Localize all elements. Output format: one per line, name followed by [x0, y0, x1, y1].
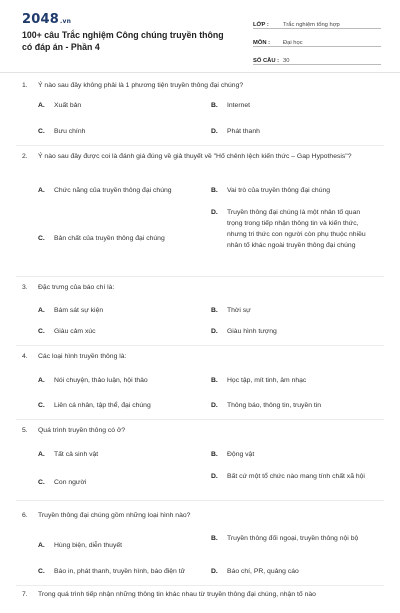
option-text: Bất cứ một tổ chức nào mang tính chất xã hội — [227, 473, 365, 480]
option-letter: C. — [38, 328, 45, 335]
meta-value: Trắc nghiệm tổng hợp — [283, 22, 340, 28]
option-text: Chức năng của truyền thông đại chúng — [54, 187, 172, 194]
question-separator — [16, 276, 384, 277]
option-text: Truyền thông đối ngoại, truyền thông nội bộ — [227, 535, 359, 542]
option-text: Internet — [227, 102, 251, 109]
question-text-6 — [22, 510, 382, 534]
question-number: 7. — [22, 591, 28, 598]
option-text: Thời sự — [227, 307, 251, 314]
question-separator — [16, 345, 384, 346]
option-letter: A. — [38, 377, 45, 384]
option-letter: D. — [211, 209, 218, 216]
option-letter: B. — [211, 307, 218, 314]
question-separator — [16, 145, 384, 146]
question-number: 3. — [22, 284, 28, 291]
option-letter: B. — [211, 187, 218, 194]
option-text: Nói chuyện, thảo luận, hội thảo — [54, 377, 148, 384]
logo-text: 2048 — [22, 12, 59, 27]
option-letter: A. — [38, 307, 45, 314]
page-title: 100+ câu Trắc nghiệm Công chúng truyền thông có đáp án - Phần 4 — [22, 30, 224, 52]
question-label: Ý nào sau đây được coi là đánh giá đúng về giả thuyết về "Hố chênh lệch kiến thức – Gap Hypothesis"? — [38, 153, 352, 160]
option-letter: D. — [211, 568, 218, 575]
option-text: Hùng biện, diễn thuyết — [54, 542, 123, 549]
question-separator — [16, 585, 384, 586]
question-text-5 — [22, 425, 382, 449]
option-text: Bản chất của truyền thông đại chúng — [54, 235, 165, 242]
option-letter: B. — [211, 377, 218, 384]
meta-label: MÔN : — [253, 40, 271, 46]
question-separator — [16, 500, 384, 501]
meta-value: Đại học — [283, 40, 303, 46]
option-letter: B. — [211, 535, 218, 542]
option-letter: C. — [38, 479, 45, 486]
option-text: Bám sát sự kiện — [54, 307, 104, 314]
question-text-3 — [22, 282, 382, 306]
option-letter: A. — [38, 187, 45, 194]
option-letter: C. — [38, 402, 45, 409]
option-letter: C. — [38, 568, 45, 575]
option-letter: D. — [211, 328, 218, 335]
question-label: Đặc trưng của báo chí là: — [38, 284, 115, 291]
question-label: Quá trình truyền thông có ở? — [38, 427, 126, 434]
option-letter: B. — [211, 102, 218, 109]
question-label: Truyền thông đại chúng gồm những loại hình nào? — [38, 512, 191, 519]
question-text-4 — [22, 351, 382, 375]
option-text: Báo in, phát thanh, truyền hình, báo điện tử — [54, 568, 186, 575]
question-number: 1. — [22, 82, 28, 89]
option-text: Giàu cảm xúc — [54, 328, 96, 335]
question-label: Trong quá trình tiếp nhận những thông tin khác nhau từ truyền thông đại chúng, nhận tố nào — [38, 591, 316, 598]
meta-label: SỐ CÂU : — [253, 58, 280, 64]
option-letter: D. — [211, 402, 218, 409]
option-text: Báo chí, PR, quảng cáo — [227, 568, 299, 575]
question-number: 6. — [22, 512, 28, 519]
option-text: Xuất bản — [54, 102, 82, 109]
option-letter: A. — [38, 102, 45, 109]
option-text: Vai trò của truyền thông đại chúng — [227, 187, 331, 194]
option-letter: A. — [38, 542, 45, 549]
option-letter: D. — [211, 128, 218, 135]
option-text: Tất cả sinh vật — [54, 451, 99, 458]
option-text: Thông báo, thông tin, truyền tin — [227, 402, 322, 409]
question-number: 2. — [22, 153, 28, 160]
option-text: Phát thanh — [227, 128, 260, 135]
question-text-2 — [22, 151, 382, 175]
option-letter: C. — [38, 128, 45, 135]
question-label: Các loại hình truyền thông là: — [38, 353, 127, 360]
option-text: Học tập, mít tinh, âm nhạc — [227, 377, 307, 384]
question-label: Ý nào sau đây không phải là 1 phương tiện truyền thông đại chúng? — [38, 82, 244, 89]
question-number: 4. — [22, 353, 28, 360]
question-number: 5. — [22, 427, 28, 434]
question-text-7 — [22, 589, 382, 613]
question-separator — [16, 419, 384, 420]
option-text: Bưu chính — [54, 128, 86, 135]
option-text: Động vật — [227, 451, 255, 458]
option-text: Con người — [54, 479, 87, 486]
option-letter: D. — [211, 473, 218, 480]
option-letter: A. — [38, 451, 45, 458]
option-text: Giàu hình tượng — [227, 328, 277, 335]
logo-suffix: .vn — [59, 18, 72, 25]
option-letter: C. — [38, 235, 45, 242]
option-text: Liên cá nhân, tập thể, đại chúng — [54, 402, 151, 409]
option-letter: B. — [211, 451, 218, 458]
meta-label: LỚP : — [253, 22, 269, 28]
option-text: Truyền thông đại chúng là một nhân tố quan trọng trong tiếp nhận thông tin và kiến thức, nhưng tri thức con người còn phụ thuộc nhiều nhân tố khác ngoài truyền thông đại chúng — [227, 209, 366, 249]
meta-value: 30 — [283, 58, 290, 64]
